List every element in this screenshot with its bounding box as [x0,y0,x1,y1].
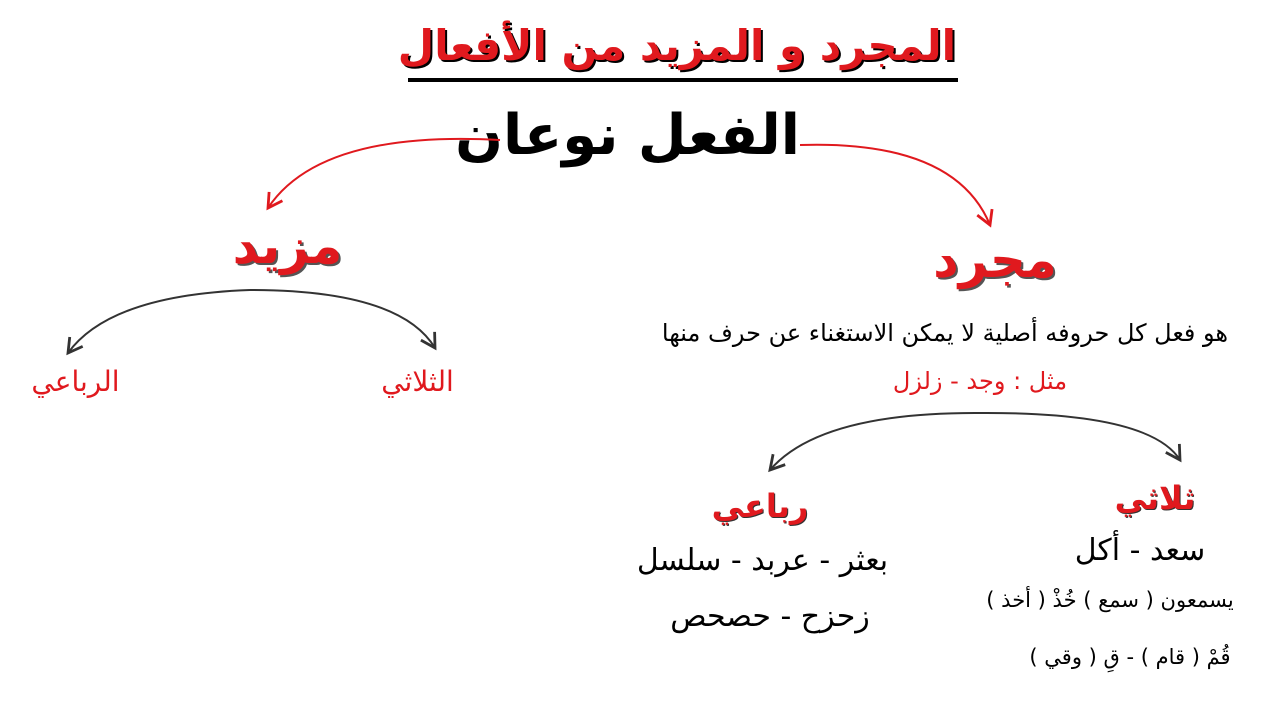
thulathi-label: ثلاثي [1114,479,1196,517]
arrow-to-mazid-thulathi [250,290,435,348]
page-title: المجرد و المزيد من الأفعال [397,21,956,70]
mazid-thulathi-label: الثلاثي [381,365,454,398]
arrow-to-mazid [268,139,500,208]
arrow-to-mujarrad [800,145,990,225]
rubai-label: رباعي [711,487,809,525]
main-heading: الفعل نوعان [455,103,800,168]
mujarrad-example: مثل : وجد - زلزل [892,367,1068,395]
rubai-examples-2: زحزح - حصحص [670,599,870,634]
rubai-examples-1: بعثر - عربد - سلسل [636,543,889,578]
arrow-to-rubai [770,413,980,470]
mazid-rubai-label: الرباعي [31,365,120,398]
thulathi-examples-3: قُمْ ( قام ) - قِ ( وقي ) [1029,645,1231,669]
mazid-label: مزيد [232,217,343,275]
mujarrad-label: مجرد [933,231,1057,289]
arrow-to-thulathi [980,413,1180,460]
thulathi-examples-1: سعد - أكل [1074,533,1206,568]
arrow-to-mazid-rubai [68,290,250,353]
mujarrad-definition: هو فعل كل حروفه أصلية لا يمكن الاستغناء عن حرف منها [661,319,1229,347]
thulathi-examples-2: يسمعون ( سمع ) خُذْ ( أخذ ) [986,588,1234,612]
